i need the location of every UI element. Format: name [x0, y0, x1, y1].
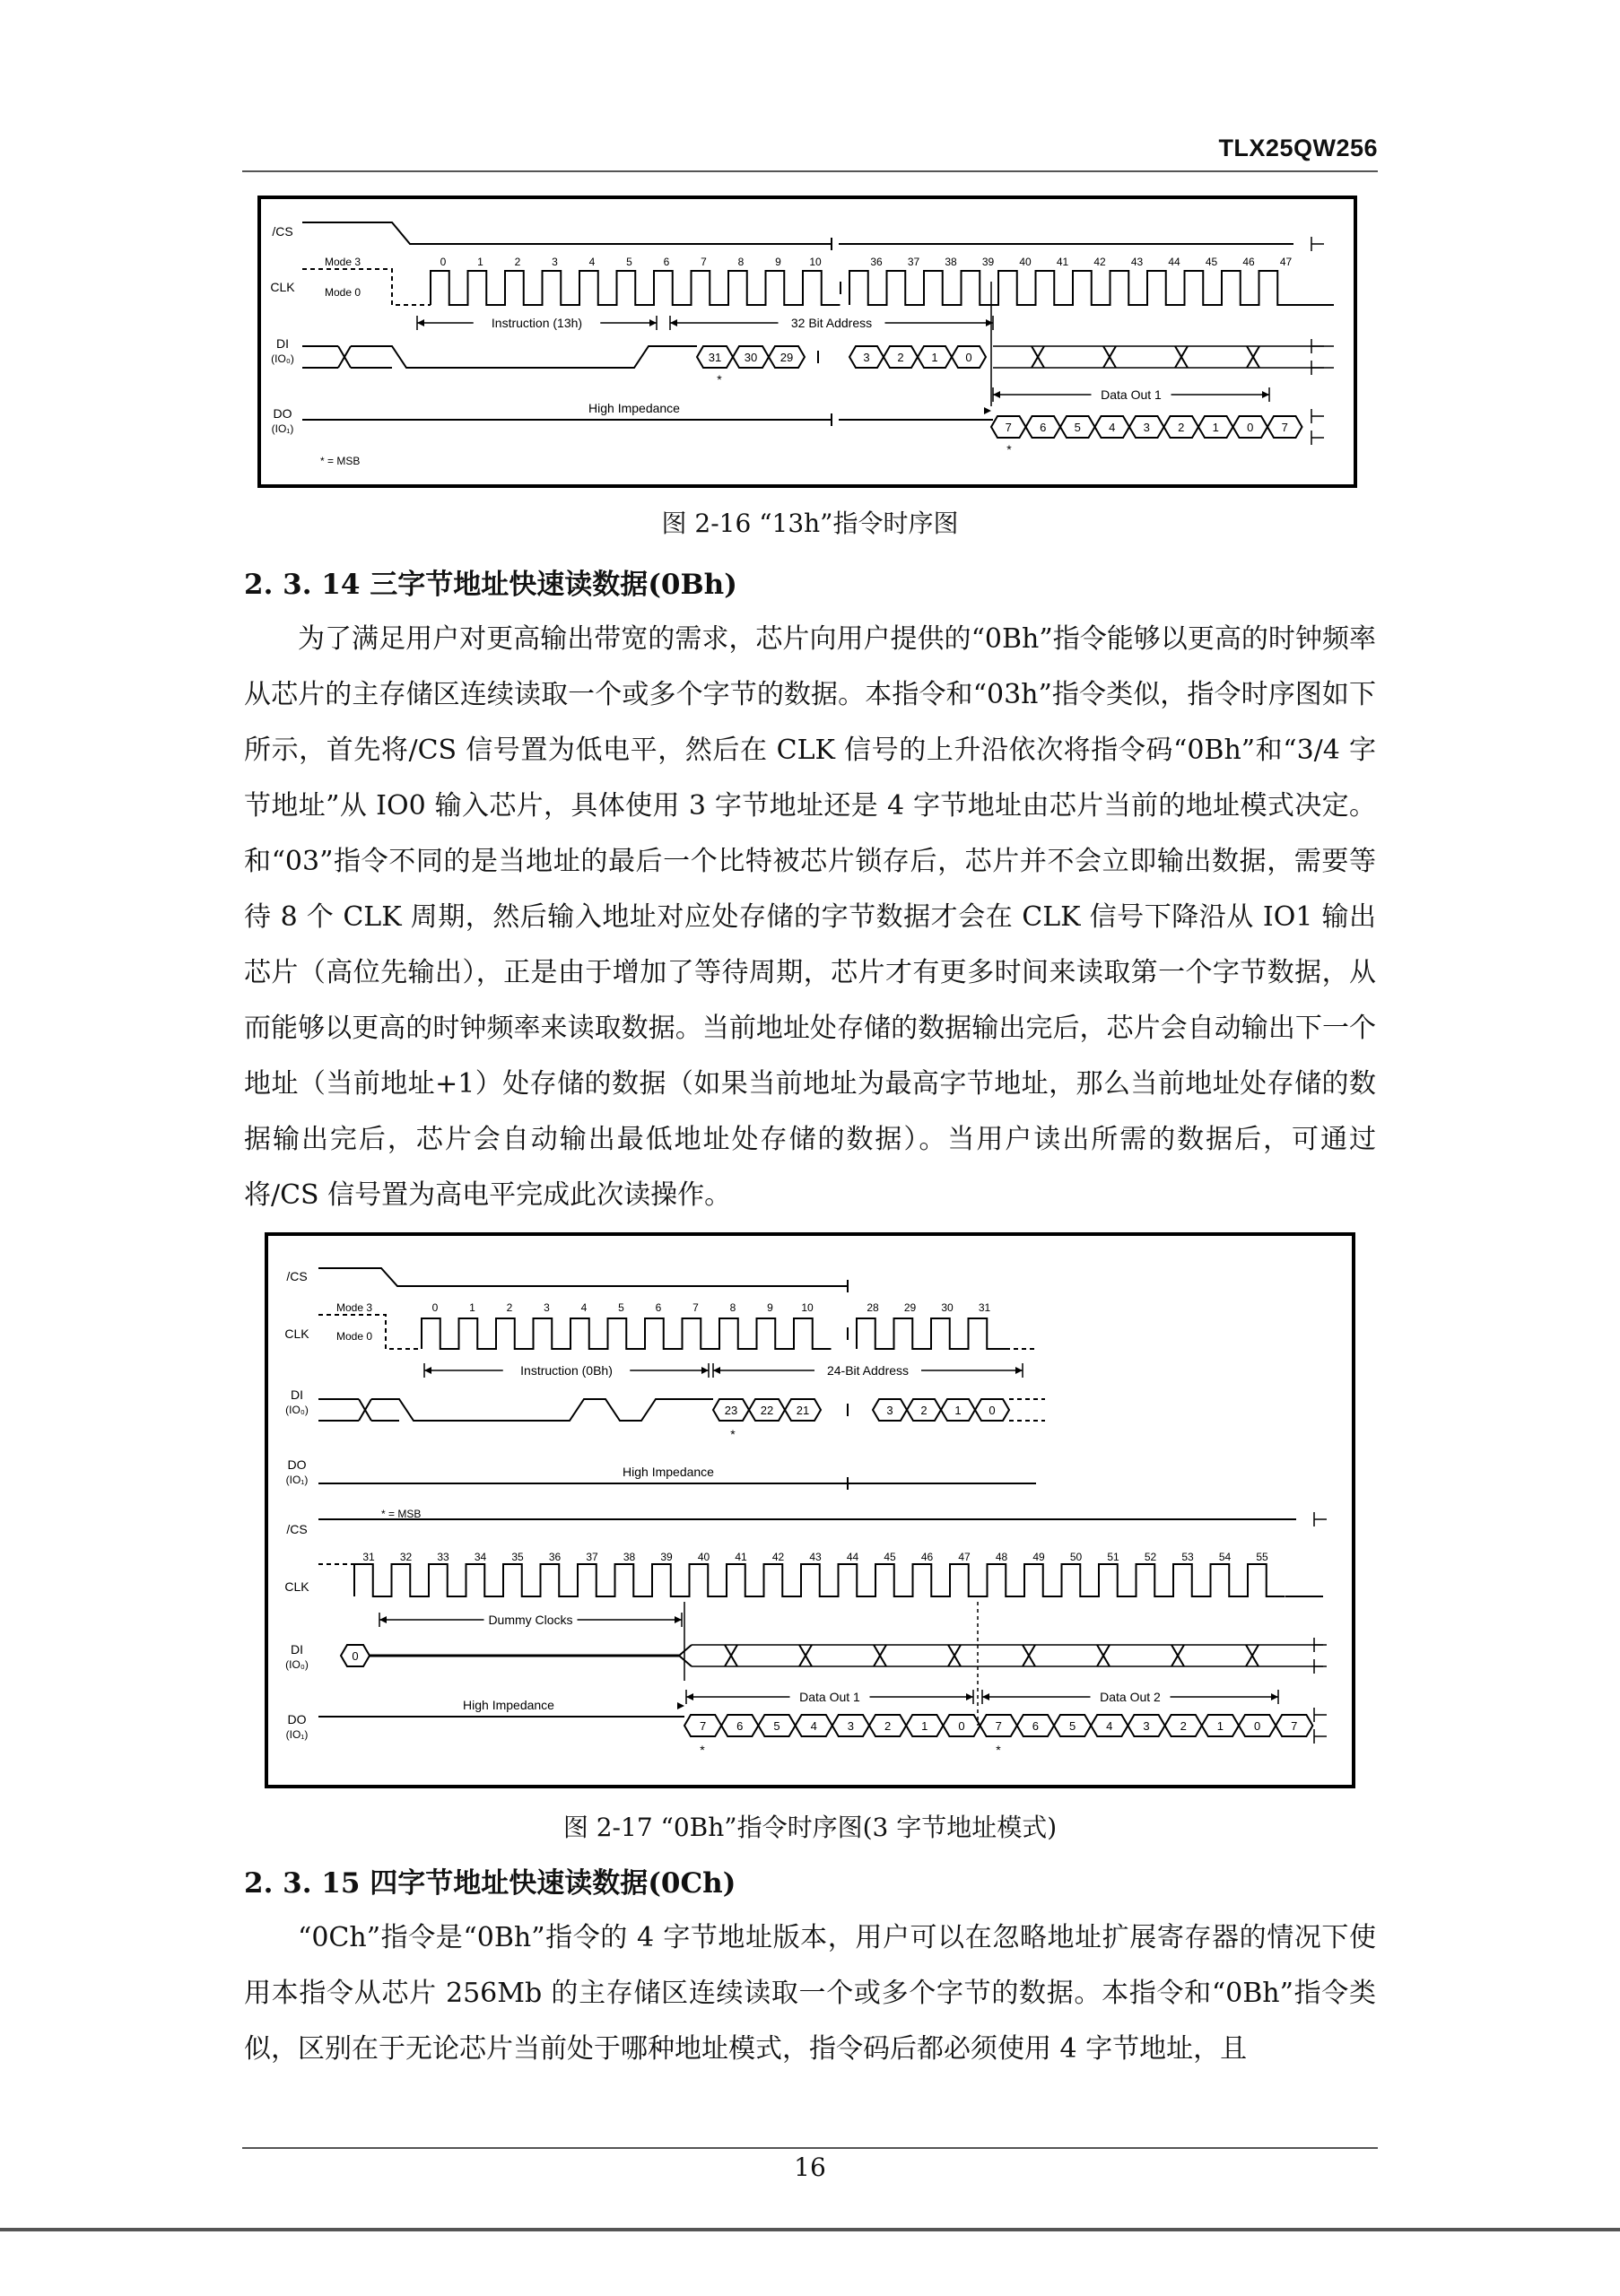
- high-impedance-label-2: High Impedance: [463, 1698, 554, 1712]
- clk-number-a: 5: [626, 256, 632, 268]
- dummy-dim-label: Dummy Clocks: [488, 1613, 573, 1627]
- clk-number-b: 28: [867, 1301, 879, 1314]
- do-bit-label: 0: [1247, 421, 1254, 434]
- clk-number-a: 5: [618, 1301, 624, 1314]
- di-sub-label: (IO₀): [285, 1404, 309, 1416]
- clk-number-c: 37: [586, 1551, 598, 1563]
- mode0-label: Mode 0: [335, 1330, 373, 1343]
- do-bit-label: 4: [1109, 421, 1116, 434]
- do-bit-label: 0: [1253, 1719, 1261, 1733]
- figure-1-caption: 图 2-16 “13h”指令时序图: [661, 509, 959, 538]
- clk-number-b: 37: [907, 256, 920, 268]
- clk-number-c: 33: [437, 1551, 449, 1563]
- clk-number-c: 47: [958, 1551, 971, 1563]
- do-bit-label: 7: [995, 1719, 1002, 1733]
- di-bit-b-label: 1: [931, 351, 938, 364]
- di-label: DI: [291, 1387, 303, 1402]
- clk-number-a: 2: [514, 256, 521, 268]
- clk-number-a: 6: [655, 1301, 662, 1314]
- clk-number-a: 3: [552, 256, 558, 268]
- do-bit-label: 2: [1180, 1719, 1187, 1733]
- clk-number-c: 53: [1181, 1551, 1194, 1563]
- section-2-3-14-title: 2. 3. 14 三字节地址快速读数据(0Bh): [244, 569, 737, 601]
- di-bit-b-label: 0: [989, 1404, 996, 1417]
- di-label-2: DI: [291, 1642, 303, 1657]
- do-bit-label: 5: [1068, 1719, 1076, 1733]
- clk-number-a: 8: [729, 1301, 736, 1314]
- di-bit-b-label: 3: [863, 351, 870, 364]
- do-bit-label: 1: [1212, 421, 1219, 434]
- do-bit-label: 5: [1074, 421, 1081, 434]
- clk-number-b: 31: [978, 1301, 991, 1314]
- clk-number-c: 46: [920, 1551, 934, 1563]
- di-bit-b-label: 2: [920, 1404, 928, 1417]
- clk-number-a: 10: [809, 256, 822, 268]
- do-bit-label: 1: [921, 1719, 928, 1733]
- instruction-dim-label: Instruction (0Bh): [520, 1363, 613, 1378]
- clk-number-b: 39: [981, 256, 995, 268]
- mode3-label: Mode 3: [324, 256, 361, 268]
- clk-number-a: 1: [477, 256, 483, 268]
- clk-number-a: 3: [544, 1301, 550, 1314]
- msb-note: * = MSB: [381, 1508, 422, 1520]
- clk-number-b: 42: [1093, 256, 1106, 268]
- clk-number-c: 32: [399, 1551, 413, 1563]
- di-bit-a-label: 23: [724, 1404, 738, 1417]
- do-bit-label: 3: [1143, 421, 1150, 434]
- do-bit-label: 3: [1143, 1719, 1150, 1733]
- msb-note: * = MSB: [320, 455, 361, 467]
- clk-number-b: 45: [1205, 256, 1218, 268]
- clk-number-c: 40: [697, 1551, 710, 1563]
- do-sub-label: (IO₁): [271, 422, 294, 435]
- clk-number-c: 49: [1032, 1551, 1045, 1563]
- cs-label: /CS: [286, 1269, 308, 1283]
- clk-number-c: 50: [1069, 1551, 1083, 1563]
- section-2-3-15-title: 2. 3. 15 四字节地址快速读数据(0Ch): [244, 1867, 736, 1900]
- clk-number-b: 43: [1130, 256, 1144, 268]
- data-out-dim-label: Data Out 1: [1101, 387, 1162, 402]
- do-label: DO: [273, 406, 292, 421]
- do-bit-label: 6: [1040, 421, 1047, 434]
- do-sub-label-2: (IO₁): [285, 1728, 309, 1741]
- clk-label-2: CLK: [284, 1579, 309, 1594]
- clk-label: CLK: [270, 280, 295, 294]
- clk-number-a: 4: [588, 256, 596, 268]
- msb-star-di: *: [717, 372, 722, 387]
- figure-2-caption: 图 2-17 “0Bh”指令时序图(3 字节地址模式): [562, 1813, 1058, 1842]
- clk-number-c: 38: [623, 1551, 636, 1563]
- do-bit-label: 7: [1291, 1719, 1298, 1733]
- high-impedance-label: High Impedance: [588, 401, 680, 415]
- cs-label-2: /CS: [286, 1522, 308, 1536]
- page-bottom-edge: [0, 2228, 1620, 2231]
- do-label-2: DO: [287, 1712, 307, 1726]
- do-bit-label: 4: [1106, 1719, 1113, 1733]
- clk-number-c: 44: [846, 1551, 859, 1563]
- clk-number-a: 10: [801, 1301, 814, 1314]
- clk-number-c: 54: [1218, 1551, 1232, 1563]
- clk-number-b: 41: [1056, 256, 1069, 268]
- clk-number-c: 45: [884, 1551, 896, 1563]
- do-bit-label: 2: [1178, 421, 1185, 434]
- mode3-label: Mode 3: [335, 1301, 373, 1314]
- do-label: DO: [287, 1457, 307, 1472]
- document-id-header: TLX25QW256: [1218, 135, 1378, 161]
- clk-number-b: 38: [945, 256, 957, 268]
- address-dim-label: 24-Bit Address: [826, 1363, 910, 1378]
- di-bit-a-label: 21: [796, 1404, 810, 1417]
- clk-number-a: 6: [663, 256, 670, 268]
- di-zero-label: 0: [352, 1649, 359, 1663]
- figure-13h-timing-diagram: [257, 196, 1357, 488]
- msb-star-do: *: [1006, 442, 1012, 457]
- di-bit-a-label: 30: [744, 351, 758, 364]
- footer-rule: [242, 2147, 1378, 2149]
- section-2-3-15-paragraph: [244, 1910, 1376, 2077]
- msb-star-do1: *: [700, 1743, 705, 1757]
- clk-number-b: 46: [1242, 256, 1255, 268]
- do-bit-label: 1: [1216, 1719, 1224, 1733]
- clk-number-c: 43: [809, 1551, 822, 1563]
- clk-number-c: 51: [1107, 1551, 1119, 1563]
- clk-number-c: 39: [660, 1551, 673, 1563]
- figure-border: [259, 197, 1355, 486]
- clk-number-a: 8: [737, 256, 745, 268]
- do-bit-label: 5: [773, 1719, 780, 1733]
- do-bit-label: 3: [847, 1719, 855, 1733]
- page-number: 16: [794, 2152, 826, 2182]
- do-bit-label: 4: [810, 1719, 817, 1733]
- clk-number-a: 2: [506, 1301, 513, 1314]
- data-out2-dim-label: Data Out 2: [1100, 1690, 1161, 1704]
- clk-number-b: 30: [941, 1301, 954, 1314]
- di-sub-label-2: (IO₀): [285, 1658, 309, 1671]
- header-rule: [242, 170, 1378, 172]
- msb-star-do2: *: [996, 1743, 1001, 1757]
- di-bit-a-label: 29: [780, 351, 794, 364]
- clk-number-b: 36: [870, 256, 883, 268]
- clk-number-c: 31: [362, 1551, 375, 1563]
- figure-0bh-timing-diagram: [265, 1232, 1355, 1788]
- data-out1-dim-label: Data Out 1: [799, 1690, 860, 1704]
- clk-number-a: 9: [767, 1301, 773, 1314]
- clk-number-b: 29: [903, 1301, 917, 1314]
- clk-number-c: 52: [1144, 1551, 1157, 1563]
- do-bit-label: 2: [884, 1719, 892, 1733]
- clk-number-c: 48: [995, 1551, 1008, 1563]
- clk-number-a: 7: [701, 256, 707, 268]
- di-bit-b-label: 3: [886, 1404, 893, 1417]
- high-impedance-label: High Impedance: [623, 1465, 714, 1479]
- di-bit-a-label: 31: [708, 351, 722, 364]
- di-bit-a-label: 22: [760, 1404, 774, 1417]
- di-sub-label: (IO₀): [271, 352, 294, 365]
- do-sub-label: (IO₁): [285, 1474, 309, 1486]
- di-bit-b-label: 2: [897, 351, 904, 364]
- clk-number-b: 44: [1168, 256, 1180, 268]
- di-label: DI: [276, 336, 289, 351]
- clk-number-a: 0: [431, 1301, 439, 1314]
- clk-number-c: 41: [735, 1551, 747, 1563]
- mode0-label: Mode 0: [324, 286, 361, 299]
- clk-number-c: 34: [474, 1551, 487, 1563]
- do-bit-label: 7: [699, 1719, 707, 1733]
- instruction-dim-label: Instruction (13h): [491, 316, 583, 330]
- clk-number-a: 9: [775, 256, 781, 268]
- do-bit-label: 7: [1005, 421, 1012, 434]
- msb-star-di: *: [730, 1427, 736, 1441]
- do-bit-label: 6: [736, 1719, 744, 1733]
- clk-number-a: 1: [469, 1301, 475, 1314]
- clk-number-c: 35: [511, 1551, 524, 1563]
- clk-number-a: 0: [440, 256, 447, 268]
- clk-label: CLK: [284, 1326, 309, 1341]
- section-2-3-14-paragraph: [244, 612, 1376, 1223]
- do-bit-label: 6: [1032, 1719, 1040, 1733]
- do-bit-label: 0: [958, 1719, 965, 1733]
- clk-number-c: 55: [1256, 1551, 1268, 1563]
- clk-number-a: 7: [692, 1301, 699, 1314]
- do-bit-label: 7: [1281, 421, 1288, 434]
- paragraph-text: 为了满足用户对更高输出带宽的需求，芯片向用户提供的“0Bh”指令能够以更高的时钟频率从芯片的主存储区连续读取一个或多个字节的数据。本指令和“03h”指令类似，指令时序图如下所示，首先将/CS 信号置为低电平，然后在 CLK 信号的上升沿依次将指令码“0Bh”和“3/4 字节地址”从 IO0 输入芯片，具体使用 3 字节地址还是 4 字节地址由芯片当前的地址模式决定。和“03”指令不同的是当地址的最后一个比特被芯片锁存后，芯片并不会立即输出数据，需要等待 8 个 CLK 周期，然后输入地址对应处存储的字节数据才会在 CLK 信号下降沿从 IO1 输出芯片（高位先输出），正是由于增加了等待周期，芯片才有更多时间来读取第一个字节数据，从而能够以更高的时钟频率来读取数据。当前地址处存储的数据输出完后，芯片会自动输出下一个地址（当前地址+1）处存储的数据（如果当前地址为最高字节地址，那么当前地址处存储的数据输出完后，芯片会自动输出最低地址处存储的数据）。当用户读出所需的数据后，可通过将/CS 信号置为高电平完成此次读操作。: [244, 623, 1376, 1211]
- di-bit-b-label: 1: [954, 1404, 962, 1417]
- clk-number-c: 36: [548, 1551, 562, 1563]
- address-dim-label: 32 Bit Address: [790, 316, 873, 330]
- cs-label: /CS: [272, 224, 293, 239]
- di-bit-b-label: 0: [965, 351, 972, 364]
- clk-number-c: 42: [771, 1551, 785, 1563]
- clk-number-b: 40: [1019, 256, 1032, 268]
- paragraph-text: “0Ch”指令是“0Bh”指令的 4 字节地址版本，用户可以在忽略地址扩展寄存器的情况下使用本指令从芯片 256Mb 的主存储区连续读取一个或多个字节的数据。本指令和“0Bh”指令类似，区别在于无论芯片当前处于哪种地址模式，指令码后都必须使用 4 字节地址，且: [244, 1922, 1376, 2065]
- clk-number-a: 4: [580, 1301, 588, 1314]
- clk-number-b: 47: [1279, 256, 1293, 268]
